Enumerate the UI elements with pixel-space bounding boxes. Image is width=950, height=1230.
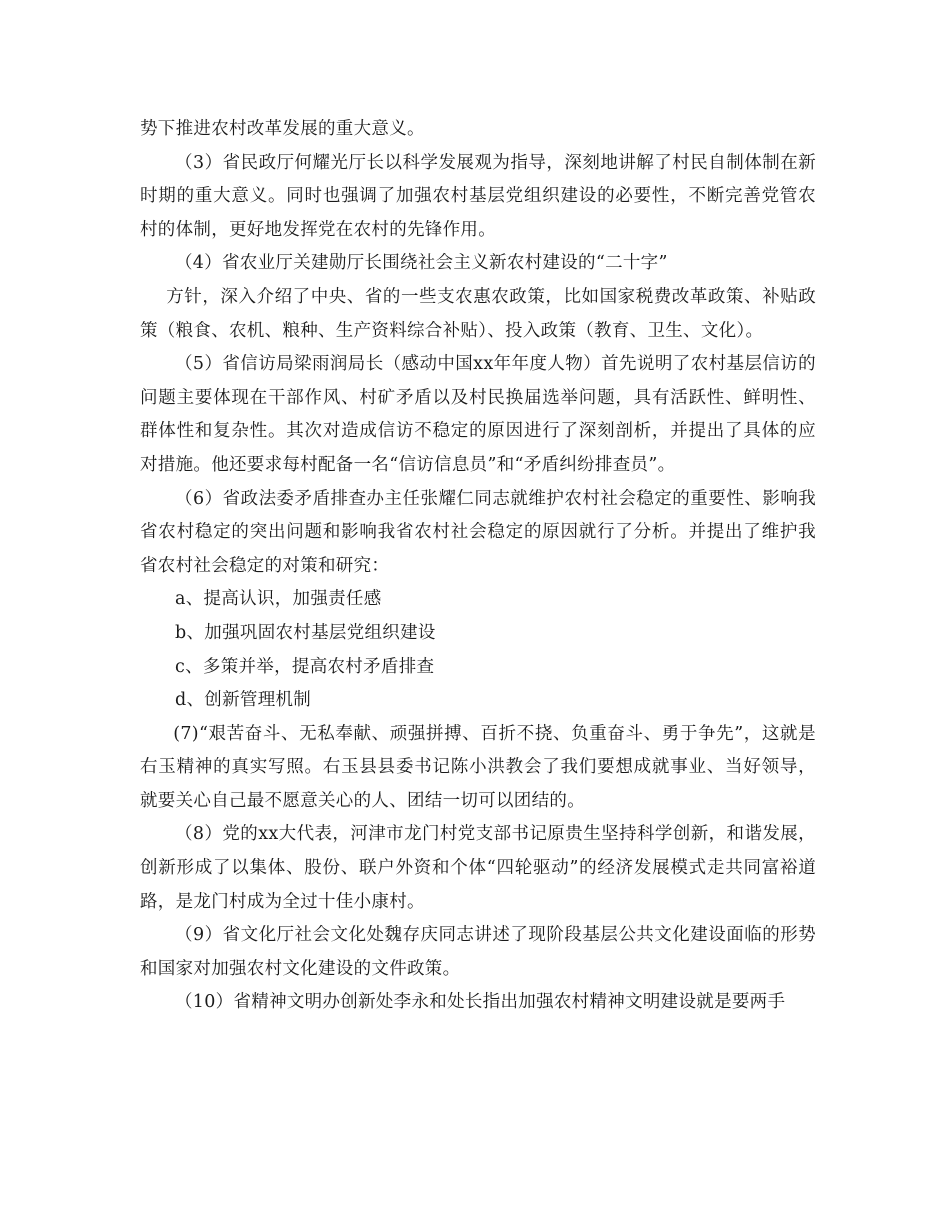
paragraph-item-10: （10）省精神文明办创新处李永和处长指出加强农村精神文明建设就是要两手 — [175, 992, 786, 1013]
paragraph-item-6: （6）省政法委矛盾排查办主任张耀仁同志就维护农村社会稳定的重要性、影响我省农村稳定的突出问题和影响我省农村社会稳定的原因就行了分析。并提出了维护我省农村社会稳定的对策和研究： — [140, 488, 816, 576]
paragraph-item-7: (7)“艰苦奋斗、无私奉献、顽强拼搏、百折不挠、负重奋斗、勇于争先”，这就是右玉精神的真实写照。右玉县县委书记陈小洪教会了我们要想成就事业、当好领导，就要关心自己最不愿意关心的人、团结一切可以团结的。 — [140, 723, 816, 811]
list-item-d: d、创新管理机制 — [175, 690, 312, 711]
list-item-a: a、提高认识，加强责任感 — [175, 589, 382, 610]
paragraph-item-9: （9）省文化厅社会文化处魏存庆同志讲述了现阶段基层公共文化建设面临的形势和国家对加强农村文化建设的文件政策。 — [140, 925, 816, 979]
list-item-b: b、加强巩固农村基层党组织建设 — [175, 622, 436, 643]
list-item-c: c、多策并举，提高农村矛盾排查 — [175, 656, 435, 677]
document-body — [140, 113, 816, 1020]
paragraph-item-3: （3）省民政厅何耀光厅长以科学发展观为指导，深刻地讲解了村民自制体制在新时期的重大意义。同时也强调了加强农村基层党组织建设的必要性，不断完善党管农村的体制，更好地发挥党在农村的先锋作用。 — [140, 152, 816, 240]
paragraph-continuation: 势下推进农村改革发展的重大意义。 — [140, 119, 425, 139]
paragraph-item-8: （8）党的xx大代表，河津市龙门村党支部书记原贵生坚持科学创新，和谐发展，创新形成了以集体、股份、联户外资和个体“四轮驱动”的经济发展模式走共同富裕道路，是龙门村成为全过十佳小康村。 — [140, 824, 816, 912]
paragraph-item-4-continued: 方针，深入介绍了中央、省的一些支农惠农政策，比如国家税费改革政策、补贴政策（粮食、农机、粮种、生产资料综合补贴）、投入政策（教育、卫生、文化）。 — [140, 286, 816, 341]
paragraph-item-4: （4）省农业厅关建勋厅长围绕社会主义新农村建设的“二十字” — [175, 253, 668, 274]
paragraph-item-5: （5）省信访局梁雨润局长（感动中国xx年年度人物）首先说明了农村基层信访的问题主要体现在干部作风、村矿矛盾以及村民换届选举问题，具有活跃性、鲜明性、群体性和复杂性。其次对造成信访不稳定的原因进行了深刻剖析，并提出了具体的应对措施。他还要求每村配备一名“信访信息员”和“矛盾纠纷排查员”。 — [140, 354, 816, 475]
